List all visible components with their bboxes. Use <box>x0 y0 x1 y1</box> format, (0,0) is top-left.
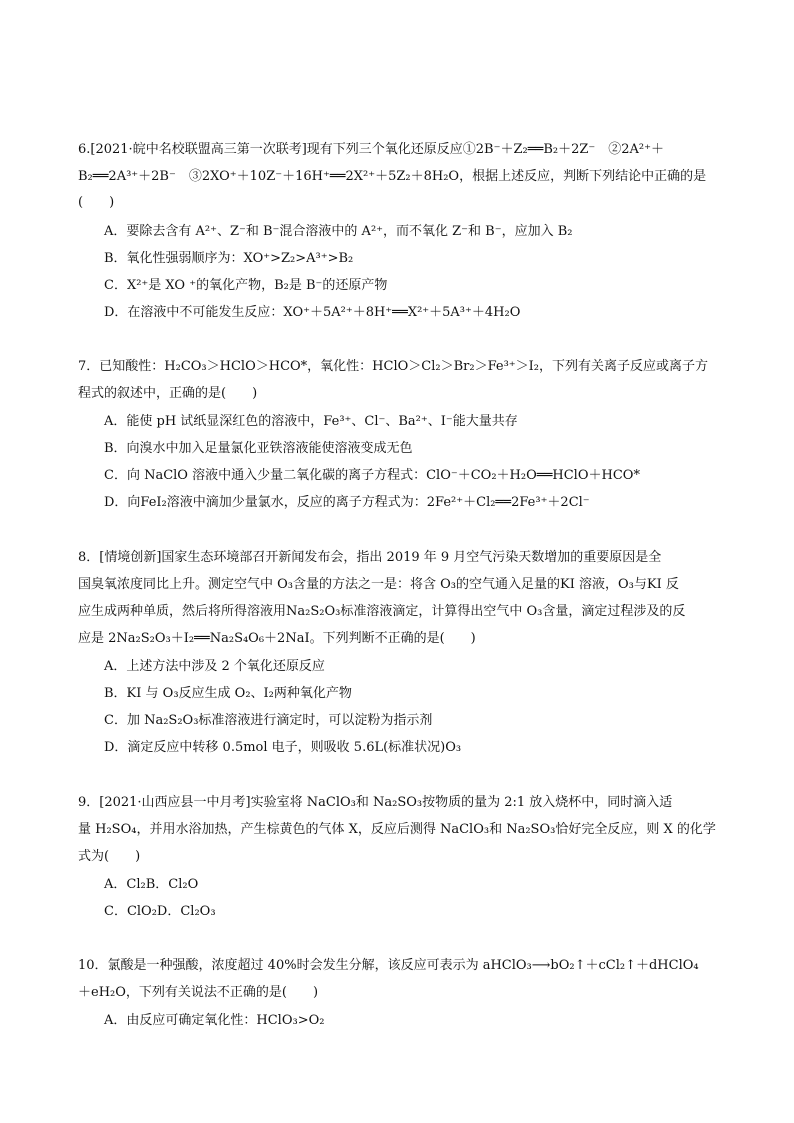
option-c: C．X²⁺是 XO ⁺的氧化产物，B₂是 B⁻的还原产物 <box>104 278 388 293</box>
question-stem-line: 10．氯酸是一种强酸，浓度超过 40%时会发生分解，该反应可表示为 aHClO₃⟶bO₂↑＋cCl₂↑＋dHClO₄ <box>78 958 699 973</box>
question-stem-line: 6.[2021·皖中名校联盟高三第一次联考]现有下列三个氧化还原反应①2B⁻＋Z₂══B₂＋2Z⁻ ②2A²⁺＋ <box>78 142 665 157</box>
option-b: B．氧化性强弱顺序为：XO⁺>Z₂>A³⁺>B₂ <box>104 251 354 266</box>
option-d: D．滴定反应中转移 0.5mol 电子，则吸收 5.6L(标准状况)O₃ <box>104 740 462 755</box>
option-cd: C．ClO₂D．Cl₂O₃ <box>104 904 216 919</box>
option-a: A．上述方法中涉及 2 个氧化还原反应 <box>104 659 325 674</box>
option-a: A．由反应可确定氧化性：HClO₃>O₂ <box>104 1013 325 1028</box>
option-a: A．能使 pH 试纸显深红色的溶液中，Fe³⁺、Cl⁻、Ba²⁺、I⁻能大量共存 <box>104 414 518 429</box>
option-b: B．向溴水中加入足量氯化亚铁溶液能使溶液变成无色 <box>104 441 413 456</box>
question-stem-line: 国臭氧浓度同比上升。测定空气中 O₃含量的方法之一是：将含 O₃的空气通入足量的KI 溶液，O₃与KI 反 <box>78 577 679 592</box>
question-stem-line: 8．[情境创新]国家生态环境部召开新闻发布会，指出 2019 年 9 月空气污染天数增加的重要原因是全 <box>78 550 662 565</box>
question-stem-line: 应是 2Na₂S₂O₃＋I₂══Na₂S₄O₆＋2NaI。下列判断不正确的是( ) <box>78 631 476 646</box>
option-c: C．加 Na₂S₂O₃标准溶液进行滴定时，可以淀粉为指示剂 <box>104 713 433 728</box>
question-stem-line: B₂══2A³⁺＋2B⁻ ③2XO⁺＋10Z⁻＋16H⁺══2X²⁺＋5Z₂＋8H₂O，根据上述反应，判断下列结论中正确的是 <box>78 169 707 184</box>
question-stem-line: 程式的叙述中，正确的是( ) <box>78 386 258 401</box>
option-c: C．向 NaClO 溶液中通入少量二氧化碳的离子方程式：ClO⁻＋CO₂＋H₂O══HClO＋HCO* <box>104 468 640 483</box>
option-b: B．KI 与 O₃反应生成 O₂、I₂两种氧化产物 <box>104 686 352 701</box>
question-stem-line: ( ) <box>78 195 115 210</box>
question-stem-line: 9．[2021·山西应县一中月考]实验室将 NaClO₃和 Na₂SO₃按物质的量为 2:1 放入烧杯中，同时滴入适 <box>78 795 673 810</box>
option-d: D．在溶液中不可能发生反应：XO⁺＋5A²⁺＋8H⁺══X²⁺＋5A³⁺＋4H₂O <box>104 305 521 320</box>
option-d: D．向FeI₂溶液中滴加少量氯水，反应的离子方程式为：2Fe²⁺＋Cl₂══2Fe³⁺＋2Cl⁻ <box>104 495 590 510</box>
option-ab: A．Cl₂B．Cl₂O <box>104 877 199 892</box>
question-stem-line: 7．已知酸性：H₂CO₃＞HClO＞HCO*，氧化性：HClO＞Cl₂＞Br₂＞Fe³⁺＞I₂，下列有关离子反应或离子方 <box>78 359 708 374</box>
question-stem-line: 量 H₂SO₄，并用水浴加热，产生棕黄色的气体 X，反应后测得 NaClO₃和 Na₂SO₃恰好完全反应，则 X 的化学 <box>78 822 716 837</box>
question-stem-line: 应生成两种单质，然后将所得溶液用Na₂S₂O₃标准溶液滴定，计算得出空气中 O₃含量，滴定过程涉及的反 <box>78 604 686 619</box>
question-stem-line: 式为( ) <box>78 849 141 864</box>
option-a: A．要除去含有 A²⁺、Z⁻和 B⁻混合溶液中的 A²⁺，而不氧化 Z⁻和 B⁻，应加入 B₂ <box>104 224 573 239</box>
question-stem-line: ＋eH₂O，下列有关说法不正确的是( ) <box>78 985 319 1000</box>
